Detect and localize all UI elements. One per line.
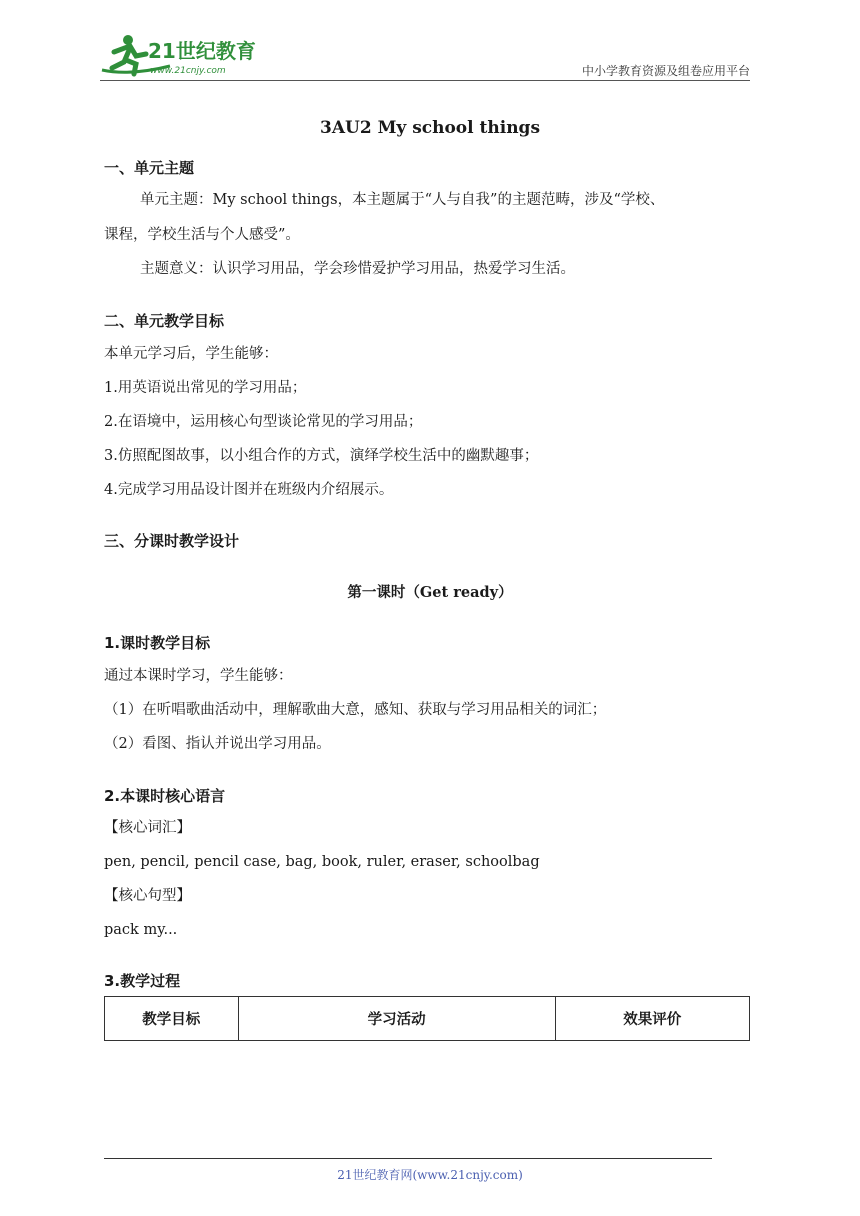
pattern-label: 【核心句型】	[104, 888, 191, 904]
vocab-label: 【核心词汇】	[104, 820, 191, 836]
sub1-item: （2）看图、指认并说出学习用品。	[104, 736, 331, 752]
table-header-cell: 教学目标	[105, 997, 239, 1041]
section3-heading: 三、分课时教学设计	[104, 532, 240, 550]
section2-intro: 本单元学习后，学生能够：	[104, 346, 278, 362]
svg-text:21世纪教育: 21世纪教育	[148, 39, 256, 63]
header-divider	[100, 80, 750, 81]
pattern-text: pack my...	[104, 922, 178, 938]
table-header-row	[105, 997, 750, 1041]
sub1-item: （1）在听唱歌曲活动中，理解歌曲大意，感知、获取与学习用品相关的词汇；	[104, 702, 607, 718]
footer-divider	[104, 1158, 712, 1159]
svg-text:www.21cnjy.com: www.21cnjy.com	[150, 66, 226, 76]
table-header-cell: 效果评价	[555, 997, 749, 1041]
goal-item: 2.在语境中，运用核心句型谈论常见的学习用品；	[104, 414, 423, 430]
header-platform-text: 中小学教育资源及组卷应用平台	[581, 64, 750, 78]
section1-para1-line1: 单元主题：My school things，本主题属于“人与自我”的主题范畴，涉及“学校、	[140, 192, 665, 208]
teaching-process-table	[104, 996, 750, 1041]
document-title: 3AU2 My school things	[319, 118, 541, 138]
goal-item: 3.仿照配图故事，以小组合作的方式，演绎学校生活中的幽默趣事；	[104, 448, 539, 464]
section1-heading: 一、单元主题	[104, 159, 195, 177]
table-header-cell: 学习活动	[238, 997, 555, 1041]
section2-heading: 二、单元教学目标	[104, 312, 225, 330]
footer-link[interactable]: 21世纪教育网(www.21cnjy.com)	[337, 1168, 523, 1182]
site-logo	[100, 30, 270, 80]
goal-item: 4.完成学习用品设计图并在班级内介绍展示。	[104, 482, 394, 498]
sub3-heading: 3.教学过程	[104, 972, 181, 990]
sub1-intro: 通过本课时学习，学生能够：	[104, 668, 293, 684]
sub2-heading: 2.本课时核心语言	[104, 787, 226, 805]
sub1-heading: 1.课时教学目标	[104, 634, 211, 652]
section1-para1-line2: 课程，学校生活与个人感受”。	[104, 227, 300, 243]
lesson-title: 第一课时（Get ready）	[347, 584, 513, 601]
goal-item: 1.用英语说出常见的学习用品；	[104, 380, 307, 396]
section1-para2: 主题意义：认识学习用品，学会珍惜爱护学习用品，热爱学习生活。	[140, 261, 575, 277]
vocab-list: pen, pencil, pencil case, bag, book, ruler, eraser, schoolbag	[104, 854, 540, 870]
